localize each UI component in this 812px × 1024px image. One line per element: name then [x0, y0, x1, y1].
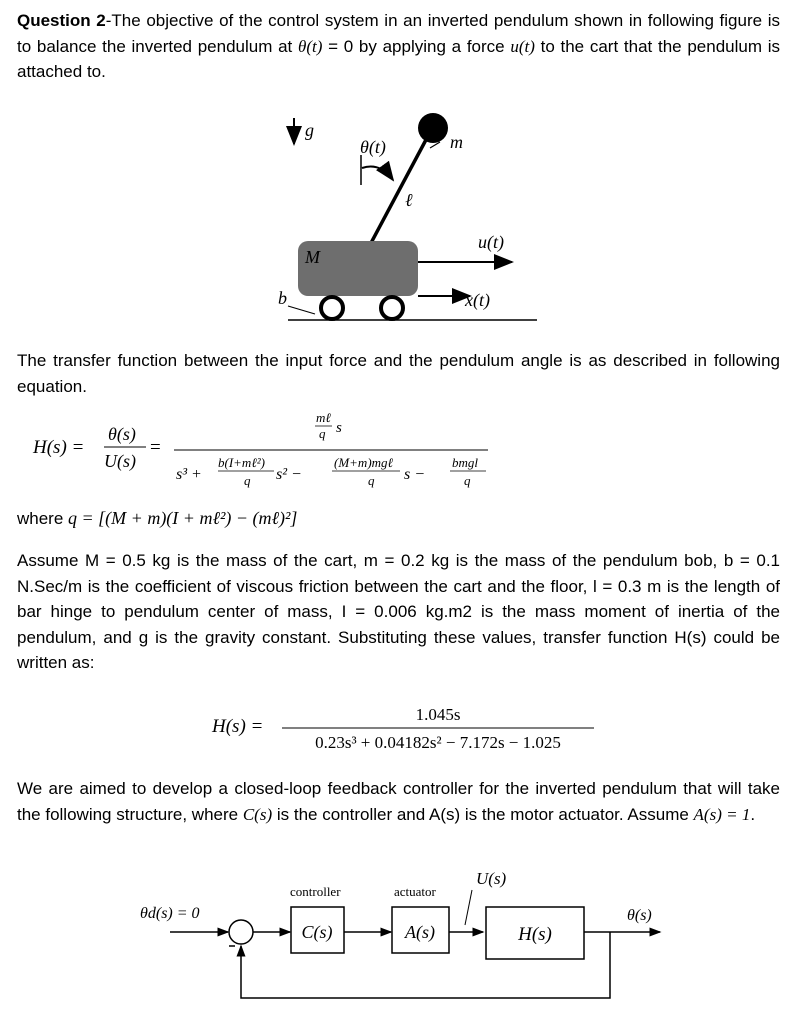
pendulum-figure [0, 100, 812, 332]
tfn-lhs: H(s) = [212, 716, 264, 737]
tf-num-top: mℓ [316, 410, 331, 425]
tf-num-s: s [336, 420, 342, 436]
question-paragraph [17, 8, 780, 85]
tf-general-equation [0, 405, 812, 495]
closed-loop-paragraph [17, 776, 780, 827]
right-wheel [381, 297, 403, 319]
cart-mass-label: M [305, 247, 320, 267]
tfn-num: 1.045s [415, 705, 461, 724]
question-text-2: by applying a force [353, 36, 511, 56]
cl-cs: C(s) [242, 804, 273, 824]
summing-junction [229, 920, 253, 944]
cl-text-c: . [750, 804, 756, 824]
tf-den-t3-bot: q [464, 473, 471, 488]
force-label: u(t) [478, 232, 504, 252]
plant-block-label: H(s) [518, 924, 552, 945]
friction-pointer [288, 306, 315, 314]
tf-den-t2-top: (M+m)mgℓ [334, 455, 393, 470]
left-wheel [321, 297, 343, 319]
tf-equals: = [150, 437, 161, 458]
question-label: Question 2 [17, 11, 106, 30]
tf-numeric-equation [0, 700, 812, 760]
tf-lhs: H(s) = [33, 437, 85, 458]
tf-frac-den: U(s) [104, 451, 136, 471]
tf-intro: The transfer function between the input force and the pendulum angle is as described in following equation. [17, 351, 780, 396]
cl-text-b: is the controller and A(s) is the motor actuator. Assume [272, 804, 694, 824]
tf-den-t1-bot: q [244, 473, 251, 488]
u-pointer [465, 890, 472, 925]
u-signal-label: U(s) [476, 869, 507, 888]
tf-den-s2: s² − [276, 466, 302, 483]
gravity-label: g [305, 120, 314, 140]
tf-den-t3-top: bmgl [452, 455, 478, 470]
where-line [17, 506, 297, 531]
controller-caption: controller [290, 884, 341, 899]
input-label: θd(s) = 0 [140, 905, 200, 922]
where-prefix: where [17, 509, 69, 528]
question-text: -The objective of the control system in an inverted pendulum shown in following figure is to balance the inverted pendulum at [17, 11, 780, 56]
tf-den-t2-bot: q [368, 473, 375, 488]
displacement-label: x(t) [465, 290, 490, 310]
assume-paragraph: Assume M = 0.5 kg is the mass of the cart, m = 0.2 kg is the mass of the pendulum bob, b = 0.1 N.Sec/m is the coefficient of viscous friction between the cart and the floor, l = 0.3 m is the length of bar hinge to pendulum center of mass, I = 0.006 kg.m2 is the mass moment of inertia of the pendulum, and g is the gravity constant. Substituting these values, transfer function H(s) could be written as: [17, 551, 780, 672]
tf-den-s3: s³ + [176, 466, 202, 483]
friction-label: b [278, 288, 287, 308]
theta-label: θ(t) [360, 137, 386, 157]
actuator-caption: actuator [394, 884, 436, 899]
output-label: θ(s) [627, 907, 652, 924]
mass-label: m [450, 132, 463, 152]
eq-zero: = 0 [322, 36, 354, 56]
tf-den-s: s − [404, 466, 426, 483]
where-expr: q = [(M + m)(I + mℓ²) − (mℓ)²] [68, 508, 298, 528]
theta-expr: θ(t) [297, 36, 323, 56]
tf-frac-num: θ(s) [108, 424, 136, 444]
question-text-3: to the cart that the pendulum is attached to. [17, 36, 780, 81]
cl-text-a: We are aimed to develop a closed-loop feedback controller for the inverted pendulum that will take the following structure, where [17, 779, 780, 824]
block-diagram [0, 860, 812, 1024]
length-label: ℓ [405, 190, 413, 210]
cl-as: A(s) = 1 [693, 804, 751, 824]
u-expr: u(t) [510, 36, 535, 56]
controller-block-label: C(s) [301, 922, 333, 942]
theta-arc [362, 167, 393, 181]
actuator-block-label: A(s) [405, 922, 435, 942]
tf-den-t1-top: b(I+mℓ²) [218, 455, 265, 470]
tf-num-bottom: q [319, 426, 326, 441]
pendulum-bob [418, 113, 448, 143]
tfn-den: 0.23s³ + 0.04182s² − 7.172s − 1.025 [315, 733, 561, 752]
